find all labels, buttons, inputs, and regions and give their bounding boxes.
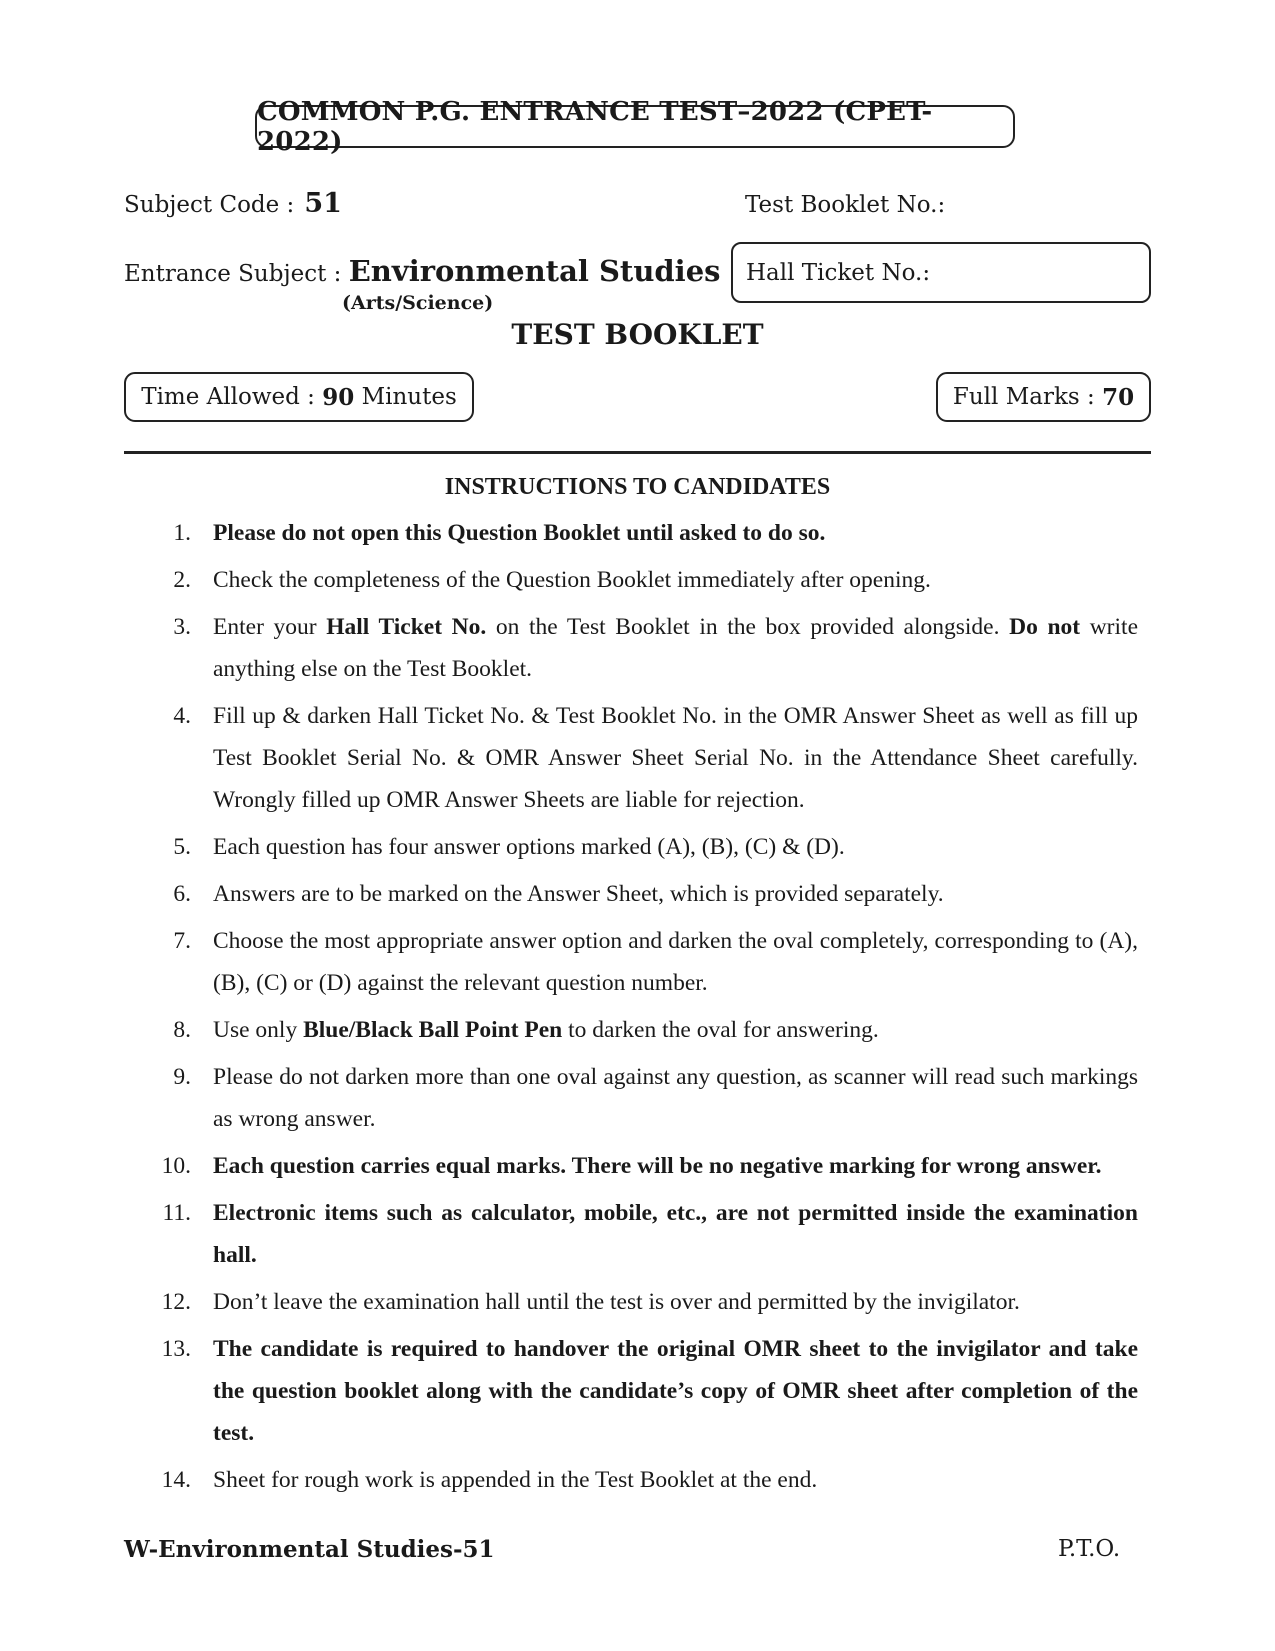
entrance-subject-value: Environmental Studies bbox=[348, 254, 721, 288]
instruction-text-bold: Electronic items such as calculator, mobile, etc., are not permitted inside the examination hall. bbox=[213, 1200, 1138, 1268]
hall-ticket-label: Hall Ticket No.: bbox=[746, 259, 931, 286]
instruction-item bbox=[124, 920, 1138, 1004]
instruction-number bbox=[124, 695, 191, 821]
instruction-item bbox=[124, 559, 1138, 601]
time-value: 90 bbox=[322, 383, 355, 411]
instruction-number-text: 2. bbox=[173, 567, 191, 593]
instruction-number bbox=[124, 826, 191, 868]
exam-title-box bbox=[255, 96, 1015, 157]
instruction-item bbox=[124, 1009, 1138, 1051]
instruction-item bbox=[124, 1145, 1138, 1187]
footer-code: W-Environmental Studies-51 bbox=[124, 1536, 495, 1563]
instruction-text-segment: Enter your bbox=[213, 614, 327, 640]
instruction-text bbox=[191, 1459, 1138, 1501]
instruction-text-bold: Blue/Black Ball Point Pen bbox=[303, 1017, 563, 1043]
instruction-number-text: 3. bbox=[173, 614, 191, 640]
full-marks-box bbox=[936, 372, 1151, 422]
instruction-number-text: 6. bbox=[173, 881, 191, 907]
subject-code-label: Subject Code : bbox=[124, 192, 295, 218]
instruction-text bbox=[191, 1145, 1138, 1187]
instruction-number bbox=[124, 1281, 191, 1323]
entrance-subject-stream: (Arts/Science) bbox=[342, 292, 494, 314]
instruction-item bbox=[124, 512, 1138, 554]
instruction-number-text: 4. bbox=[173, 703, 191, 729]
instruction-text bbox=[191, 873, 1138, 915]
instruction-number-text: 12. bbox=[161, 1289, 191, 1315]
booklet-title: TEST BOOKLET bbox=[511, 318, 764, 351]
instructions-heading: INSTRUCTIONS TO CANDIDATES bbox=[444, 474, 831, 500]
hall-ticket-box bbox=[731, 242, 1151, 303]
instruction-text bbox=[191, 1056, 1138, 1140]
instruction-number-text: 11. bbox=[162, 1200, 191, 1226]
instruction-text-segment: to darken the oval for answering. bbox=[562, 1017, 879, 1043]
instruction-item bbox=[124, 1459, 1138, 1501]
instruction-number bbox=[124, 1056, 191, 1140]
instruction-item bbox=[124, 606, 1138, 690]
instruction-text-segment: Please do not darken more than one oval against any question, as scanner will read such markings as wrong answer. bbox=[213, 1064, 1138, 1132]
instruction-number-text: 10. bbox=[161, 1153, 191, 1179]
marks-label: Full Marks : bbox=[952, 384, 1095, 410]
entrance-subject-label: Entrance Subject : bbox=[124, 261, 342, 287]
instruction-text-segment: Fill up & darken Hall Ticket No. & Test Booklet No. in the OMR Answer Sheet as well as fill up Test Booklet Serial No. & OMR Answer Sheet Serial No. in the Attendance Sheet carefully. Wrongly filled up OMR Answer Sheets are liable for rejection. bbox=[213, 703, 1138, 813]
instruction-text-segment: Each question has four answer options marked (A), (B), (C) & (D). bbox=[213, 834, 845, 860]
instruction-number bbox=[124, 1145, 191, 1187]
subject-code-value: 51 bbox=[304, 188, 342, 219]
time-label: Time Allowed : bbox=[141, 384, 315, 410]
time-allowed-box bbox=[124, 372, 474, 422]
instruction-number bbox=[124, 920, 191, 1004]
time-unit: Minutes bbox=[361, 384, 457, 410]
instruction-text-segment: Choose the most appropriate answer option and darken the oval completely, corresponding to (A), (B), (C) or (D) against the relevant question number. bbox=[213, 928, 1138, 996]
instruction-text-bold: The candidate is required to handover the original OMR sheet to the invigilator and take the question booklet along with the candidate’s copy of OMR sheet after completion of the test. bbox=[213, 1336, 1138, 1446]
instruction-item bbox=[124, 1281, 1138, 1323]
instruction-text bbox=[191, 1281, 1138, 1323]
instruction-text-segment: write anything else on the Test Booklet. bbox=[213, 614, 1138, 682]
exam-title: COMMON P.G. ENTRANCE TEST–2022 (CPET-2022) bbox=[257, 96, 933, 157]
instruction-item bbox=[124, 826, 1138, 868]
instruction-text bbox=[191, 920, 1138, 1004]
instruction-text-bold: Please do not open this Question Booklet until asked to do so. bbox=[213, 520, 826, 546]
instruction-item bbox=[124, 1192, 1138, 1276]
instruction-text-segment: Answers are to be marked on the Answer Sheet, which is provided separately. bbox=[213, 881, 944, 907]
instruction-text-bold: Do not bbox=[1009, 614, 1081, 640]
instruction-text-bold: Hall Ticket No. bbox=[326, 614, 487, 640]
instruction-item bbox=[124, 1056, 1138, 1140]
instruction-text bbox=[191, 512, 1138, 554]
instruction-number bbox=[124, 606, 191, 690]
instruction-number bbox=[124, 1009, 191, 1051]
instruction-text bbox=[191, 606, 1138, 690]
instruction-item bbox=[124, 1328, 1138, 1454]
instruction-text-segment: Sheet for rough work is appended in the Test Booklet at the end. bbox=[213, 1467, 818, 1493]
instruction-item bbox=[124, 873, 1138, 915]
instruction-number bbox=[124, 512, 191, 554]
instruction-text-segment: Use only bbox=[213, 1017, 304, 1043]
instruction-number bbox=[124, 1192, 191, 1276]
instruction-number-text: 7. bbox=[173, 928, 191, 954]
instruction-number-text: 14. bbox=[161, 1467, 191, 1493]
marks-value: 70 bbox=[1102, 383, 1135, 411]
instruction-text bbox=[191, 826, 1138, 868]
instruction-number-text: 1. bbox=[173, 520, 191, 546]
instruction-number bbox=[124, 1459, 191, 1501]
instructions-list bbox=[124, 512, 1138, 1506]
instruction-number bbox=[124, 559, 191, 601]
instruction-number-text: 9. bbox=[173, 1064, 191, 1090]
test-booklet-no: Test Booklet No.: bbox=[745, 192, 946, 218]
instruction-number bbox=[124, 873, 191, 915]
instruction-number-text: 13. bbox=[161, 1336, 191, 1362]
instruction-text bbox=[191, 559, 1138, 601]
instruction-text-segment: Check the completeness of the Question Booklet immediately after opening. bbox=[213, 567, 931, 593]
instruction-number-text: 8. bbox=[173, 1017, 191, 1043]
subject-code bbox=[124, 188, 342, 219]
instruction-text bbox=[191, 1009, 1138, 1051]
entrance-subject bbox=[124, 254, 720, 288]
instruction-text-segment: on the Test Booklet in the box provided alongside. bbox=[486, 614, 1010, 640]
instruction-text bbox=[191, 1328, 1138, 1454]
footer-pto: P.T.O. bbox=[1058, 1536, 1121, 1562]
instruction-text-bold: Each question carries equal marks. There will be no negative marking for wrong answer. bbox=[213, 1153, 1102, 1179]
instruction-text bbox=[191, 1192, 1138, 1276]
instruction-text-segment: Don’t leave the examination hall until the test is over and permitted by the invigilator. bbox=[213, 1289, 1020, 1315]
instruction-number bbox=[124, 1328, 191, 1454]
instruction-item bbox=[124, 695, 1138, 821]
instruction-text bbox=[191, 695, 1138, 821]
divider bbox=[124, 451, 1151, 454]
instruction-number-text: 5. bbox=[173, 834, 191, 860]
